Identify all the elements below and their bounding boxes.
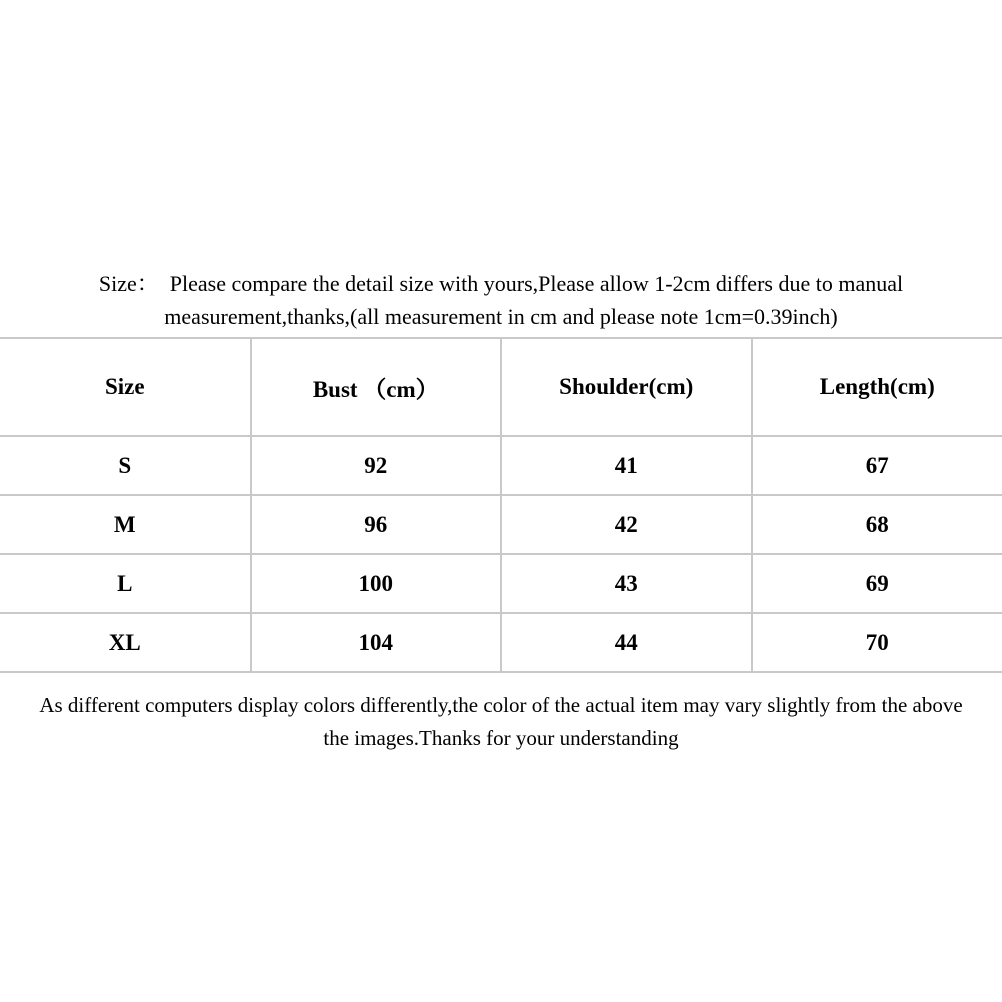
color-disclaimer [0,689,1002,755]
col-header-bust: Bust （cm） [251,338,502,436]
measurement-note-line2: measurement,thanks,(all measurement in cm and please note 1cm=0.39inch) [164,304,838,329]
cell-size-s: S [0,436,251,495]
cell-shoulder-m: 42 [501,495,752,554]
table-row-m [0,495,1002,554]
color-disclaimer-line1: As different computers display colors differently,the color of the actual item may vary slightly from the above [39,693,963,717]
col-header-length: Length(cm) [752,338,1002,436]
cell-shoulder-l: 43 [501,554,752,613]
cell-shoulder-xl: 44 [501,613,752,672]
col-header-shoulder: Shoulder(cm) [501,338,752,436]
cell-bust-l: 100 [251,554,502,613]
cell-size-l: L [0,554,251,613]
cell-length-m: 68 [752,495,1002,554]
size-table-header-row [0,338,1002,436]
col-header-size: Size [0,338,251,436]
cell-bust-xl: 104 [251,613,502,672]
cell-length-l: 69 [752,554,1002,613]
table-row-l [0,554,1002,613]
table-row-s [0,436,1002,495]
color-disclaimer-line2: the images.Thanks for your understanding [323,726,679,750]
cell-size-m: M [0,495,251,554]
cell-length-xl: 70 [752,613,1002,672]
cell-shoulder-s: 41 [501,436,752,495]
measurement-note-line1: Size： Please compare the detail size with yours,Please allow 1-2cm differs due to manual [98,271,904,296]
table-row-xl [0,613,1002,672]
cell-bust-s: 92 [251,436,502,495]
cell-size-xl: XL [0,613,251,672]
cell-length-s: 67 [752,436,1002,495]
size-table [0,337,1002,673]
measurement-note [0,267,1002,333]
cell-bust-m: 96 [251,495,502,554]
